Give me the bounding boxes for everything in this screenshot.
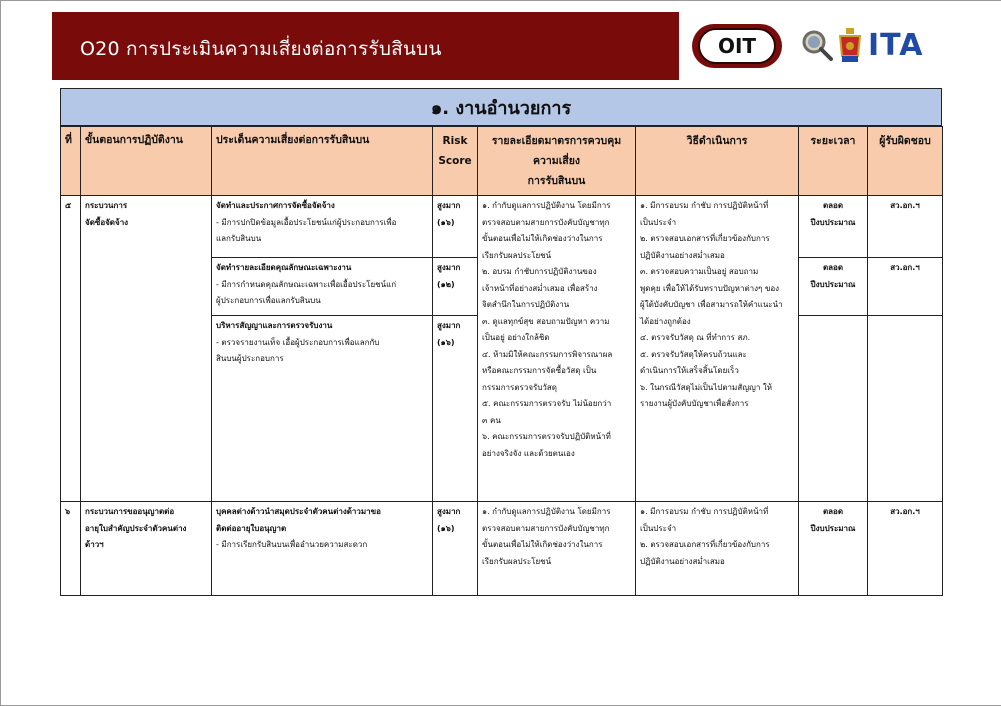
col-header-issue: ประเด็นความเสี่ยงต่อการรับสินบน <box>212 127 433 196</box>
issue-desc-line: - มีการปกปิดข้อมูลเอื้อประโยชน์แก่ผู้ประกอบการเพื่อ <box>216 217 397 227</box>
control-line: ๓. ดูแลทุกข์สุข สอบถามปัญหา ความ <box>482 316 610 326</box>
owner-cell: สว.อก.ฯ <box>868 258 943 316</box>
issue-cell <box>212 196 433 258</box>
issue-desc-line: - มีการเรียกรับสินบนเพื่ออำนวยความสะดวก <box>216 540 368 549</box>
control-line: ๓ คน <box>482 415 501 425</box>
control-line: เจ้าหน้าที่อย่างสม่ำเสมอ เพื่อสร้าง <box>482 283 598 293</box>
period-line: ตลอด <box>822 263 844 272</box>
issue-desc-line: ผู้ประกอบการเพื่อแลกรับสินบน <box>216 296 321 305</box>
method-line: ปฏิบัติงานอย่างสม่ำเสมอ <box>640 250 725 260</box>
control-line: ตรวจสอบตามสายการบังคับบัญชาทุก <box>482 523 610 533</box>
period-line: ปีงบประมาณ <box>810 523 856 533</box>
control-line: ๒. อบรม กำชับการปฏิบัติงานของ <box>482 267 597 276</box>
oit-logo-text: OIT <box>698 28 776 64</box>
period-line: ปีงบประมาณ <box>810 217 856 227</box>
period-cell <box>799 316 868 502</box>
control-cell <box>478 502 636 596</box>
thai-emblem-icon <box>836 26 864 66</box>
table-row <box>61 196 943 258</box>
period-line: ตลอด <box>822 507 844 516</box>
control-line: อย่างจริงจัง และด้วยตนเอง <box>482 448 575 458</box>
method-line: ๑. มีการอบรม กำชับ การปฏิบัติหน้าที่ <box>640 201 769 210</box>
owner-cell: สว.อก.ฯ <box>868 502 943 596</box>
step-line: ด้าวฯ <box>85 540 104 549</box>
method-line: รายงานผู้บังคับบัญชาเพื่อสั่งการ <box>640 399 749 408</box>
control-line: ๕. คณะกรรมการตรวจรับ ไม่น้อยกว่า <box>482 399 612 408</box>
period-cell <box>799 196 868 258</box>
owner-cell <box>868 316 943 502</box>
risk-score-cell <box>433 502 478 596</box>
issue-cell <box>212 502 433 596</box>
issue-cell <box>212 258 433 316</box>
section-title: ๑. งานอำนวยการ <box>60 88 942 126</box>
risk-score: (๑๖) <box>437 523 455 533</box>
issue-cell <box>212 316 433 502</box>
issue-title: บุคคลต่างด้าวนำสมุดประจำตัวคนต่างด้าวมาขอ <box>216 507 381 516</box>
col-header-risk <box>433 127 478 196</box>
control-line: ๖. คณะกรรมการตรวจรับปฏิบัติหน้าที่ <box>482 432 611 441</box>
period-line: ปีงบประมาณ <box>810 279 856 289</box>
risk-level: สูงมาก <box>437 321 461 330</box>
risk-header-line: Risk <box>442 135 468 147</box>
method-line: ปฏิบัติงานอย่างสม่ำเสมอ <box>640 556 725 566</box>
table-header-row <box>61 127 943 196</box>
step-line: กระบวนการขออนุญาตต่อ <box>85 507 175 516</box>
step-line: อายุใบสำคัญประจำตัวคนต่าง <box>85 523 187 533</box>
risk-level: สูงมาก <box>437 507 461 516</box>
control-line: ๑. กำกับดูแลการปฏิบัติงาน โดยมีการ <box>482 201 611 210</box>
magnifier-icon <box>800 28 834 62</box>
control-header-line: รายละเอียดมาตรการควบคุม <box>491 135 622 147</box>
control-line: ๑. กำกับดูแลการปฏิบัติงาน โดยมีการ <box>482 507 611 516</box>
control-line: ขั้นตอนเพื่อไม่ให้เกิดช่องว่างในการ <box>482 540 603 549</box>
method-line: เป็นประจำ <box>640 217 677 227</box>
method-line: เป็นประจำ <box>640 523 677 533</box>
issue-title: ติดต่ออายุใบอนุญาต <box>216 523 287 533</box>
col-header-period: ระยะเวลา <box>799 127 868 196</box>
control-line: เรียกรับผลประโยชน์ <box>482 250 552 260</box>
method-line: ๔. ตรวจรับวัสดุ ณ ที่ทำการ สภ. <box>640 333 751 342</box>
method-line: ๕. ตรวจรับวัสดุให้ครบถ้วนและ <box>640 349 747 359</box>
method-line: ๓. ตรวจสอบความเป็นอยู่ สอบถาม <box>640 267 759 276</box>
control-line: ๔. ห้ามมิให้คณะกรรมการพิจารณาผล <box>482 349 613 359</box>
control-line: จิตสำนึกในการปฏิบัติงาน <box>482 300 570 309</box>
risk-score: (๑๖) <box>437 217 455 227</box>
col-header-owner: ผู้รับผิดชอบ <box>868 127 943 196</box>
control-line: หรือคณะกรรมการจัดซื้อวัสดุ เป็น <box>482 366 597 375</box>
risk-score-cell <box>433 316 478 502</box>
method-cell <box>636 502 799 596</box>
issue-desc-line: สินบนผู้ประกอบการ <box>216 354 284 363</box>
issue-title: จัดทำและประกาศการจัดซื้อจัดจ้าง <box>216 201 335 210</box>
issue-desc-line: แลกรับสินบน <box>216 234 262 243</box>
step-line: กระบวนการ <box>85 201 128 210</box>
method-line: ได้อย่างถูกต้อง <box>640 316 691 326</box>
method-cell <box>636 196 799 502</box>
control-line: ขั้นตอนเพื่อไม่ให้เกิดช่องว่างในการ <box>482 234 603 243</box>
risk-level: สูงมาก <box>437 201 461 210</box>
risk-score-cell <box>433 196 478 258</box>
control-line: เป็นอยู่ อย่างใกล้ชิด <box>482 333 550 342</box>
ita-logo: ITA <box>868 28 924 63</box>
row-number: ๕ <box>61 196 81 502</box>
control-line: กรรมการตรวจรับวัสดุ <box>482 382 557 392</box>
issue-title: จัดทำรายละเอียดคุณลักษณะเฉพาะงาน <box>216 263 352 272</box>
risk-header-line: Score <box>438 155 472 167</box>
period-line: ตลอด <box>822 201 844 210</box>
issue-desc-line: - ตรวจรายงานเท็จ เอื้อผู้ประกอบการเพื่อแลกกับ <box>216 337 380 347</box>
col-header-method: วิธีดำเนินการ <box>636 127 799 196</box>
row-number: ๖ <box>61 502 81 596</box>
control-header-line: การรับสินบน <box>527 175 586 187</box>
risk-score-cell <box>433 258 478 316</box>
risk-table <box>60 126 943 596</box>
issue-desc-line: - มีการกำหนดคุณลักษณะเฉพาะเพื่อเอื้อประโยชน์แก่ <box>216 279 397 289</box>
table-row <box>61 502 943 596</box>
owner-cell: สว.อก.ฯ <box>868 196 943 258</box>
method-line: ๑. มีการอบรม กำชับ การปฏิบัติหน้าที่ <box>640 507 769 516</box>
step-cell <box>81 196 212 502</box>
issue-title: บริหารสัญญาและการตรวจรับงาน <box>216 321 333 330</box>
step-cell <box>81 502 212 596</box>
control-header-line: ความเสี่ยง <box>532 155 580 167</box>
control-line: เรียกรับผลประโยชน์ <box>482 556 552 566</box>
col-header-step: ขั้นตอนการปฏิบัติงาน <box>81 127 212 196</box>
method-line: ๖. ในกรณีวัสดุไม่เป็นไปตามสัญญา ให้ <box>640 382 773 392</box>
col-header-control <box>478 127 636 196</box>
risk-level: สูงมาก <box>437 263 461 272</box>
method-line: พูดคุย เพื่อให้ได้รับทราบปัญหาต่างๆ ของ <box>640 283 780 293</box>
period-cell <box>799 502 868 596</box>
method-line: ดำเนินการให้เสร็จสิ้นโดยเร็ว <box>640 366 739 375</box>
control-cell <box>478 196 636 502</box>
col-header-no: ที่ <box>61 127 81 196</box>
page-title: O20 การประเมินความเสี่ยงต่อการรับสินบน <box>80 38 442 60</box>
risk-score: (๑๖) <box>437 337 455 347</box>
risk-score: (๑๒) <box>437 279 455 289</box>
method-line: ผู้ใต้บังคับบัญชา เพื่อสามารถให้คำแนะนำ <box>640 300 783 309</box>
control-line: ตรวจสอบตามสายการบังคับบัญชาทุก <box>482 217 610 227</box>
method-line: ๒. ตรวจสอบเอกสารที่เกี่ยวข้องกับการ <box>640 540 770 549</box>
period-cell <box>799 258 868 316</box>
method-line: ๒. ตรวจสอบเอกสารที่เกี่ยวข้องกับการ <box>640 234 770 243</box>
step-line: จัดซื้อจัดจ้าง <box>85 217 129 227</box>
